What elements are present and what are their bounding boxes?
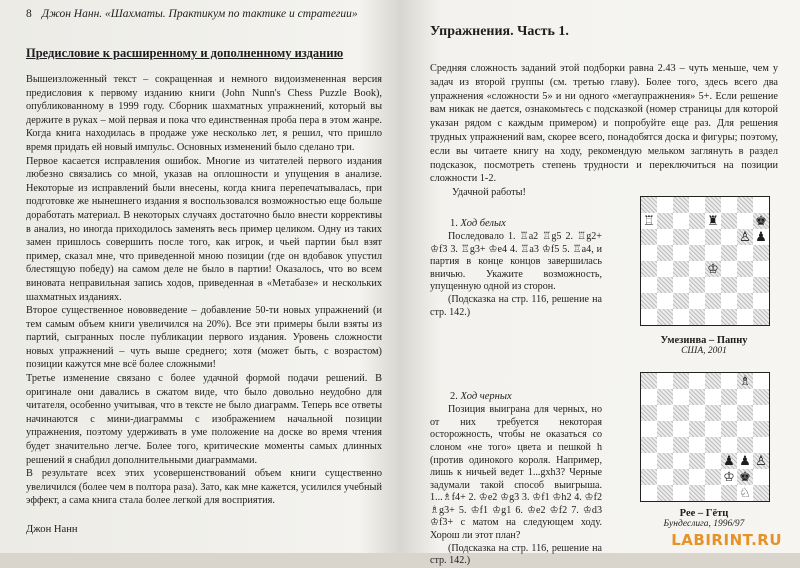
chess-piece: ♘ [739, 485, 751, 501]
board-square [641, 389, 657, 405]
board-square [705, 277, 721, 293]
board-square [641, 485, 657, 501]
board-square [721, 405, 737, 421]
board-square [721, 437, 737, 453]
board-square [689, 389, 705, 405]
board-square [753, 309, 769, 325]
board-square [641, 421, 657, 437]
diagram-1-source: США, 2001 [681, 346, 727, 356]
board-square [737, 309, 753, 325]
board-square [657, 229, 673, 245]
board-square [737, 277, 753, 293]
board-square [657, 421, 673, 437]
chess-piece: ♚ [755, 213, 767, 229]
board-square [721, 293, 737, 309]
board-square [705, 293, 721, 309]
board-square [657, 373, 673, 389]
chess-piece: ♚ [739, 469, 751, 485]
board-square [753, 405, 769, 421]
board-square [673, 197, 689, 213]
board-square [705, 373, 721, 389]
board-square [641, 277, 657, 293]
exercise-1-hint: (Подсказка на стр. 116, решение на стр. 142.) [430, 293, 602, 318]
diagram-2-players: Рее – Гётц [679, 508, 729, 519]
exercises-title: Упражнения. Часть 1. [430, 24, 569, 39]
diagram-1-players: Умезинва – Папну [660, 335, 748, 346]
board-square [673, 229, 689, 245]
board-square [689, 245, 705, 261]
board-square [673, 437, 689, 453]
chess-diagram-2 [640, 372, 770, 502]
board-square [657, 485, 673, 501]
board-square [673, 405, 689, 421]
chess-piece: ♟ [723, 453, 735, 469]
board-square [753, 453, 769, 469]
diagram-2-caption [634, 508, 774, 529]
board-square [641, 405, 657, 421]
board-square [737, 245, 753, 261]
board-square [721, 245, 737, 261]
board-square [705, 437, 721, 453]
board-square [737, 421, 753, 437]
board-square [673, 213, 689, 229]
preface-paragraph: В результате всех этих усовершенствований объем книги существенно увеличился (более чем в полтора раза). Зато, как мне кажется, усилился учебный эффект, а сама книга стала более легкой для восприятия. [26, 468, 382, 507]
chess-piece: ♜ [707, 213, 719, 229]
board-square [689, 277, 705, 293]
board-square [657, 453, 673, 469]
board-square [721, 485, 737, 501]
exercise-number: 1. [450, 217, 458, 229]
board-square [753, 373, 769, 389]
board-square [737, 229, 753, 245]
board-square [641, 453, 657, 469]
board-square [657, 245, 673, 261]
board-square [705, 485, 721, 501]
exercise-number: 2. [450, 391, 458, 403]
board-square [673, 309, 689, 325]
chess-piece: ♙ [755, 453, 767, 469]
board-square [689, 213, 705, 229]
board-square [673, 453, 689, 469]
board-square [705, 405, 721, 421]
exercises-intro: Средняя сложность заданий этой подборки равна 2.43 – чуть меньше, чем у задач из второй группы (см. третью главу). Более того, здесь всего два упражнения «сложности 5» и ни одного «мегаупражнения» 5+. Если решение вам никак не дается, ознакомьтесь с подсказкой (номер страницы для которой указан рядом с каждым примером) и попробуйте еще раз. Для решения трудных упражнений вам, скорее всего, понадобятся доска и фигуры; поэтому, если вы читаете книгу на ходу, рекомендую мельком заглянуть в раздел подсказок, посмотреть степень трудности и переключиться на позиции сложности 1-2. [430, 63, 778, 185]
board-square [641, 197, 657, 213]
board-square [689, 485, 705, 501]
board-square [689, 421, 705, 437]
board-square [737, 197, 753, 213]
board-square [673, 373, 689, 389]
board-square [721, 421, 737, 437]
exercise-2-text: Позиция выиграна для черных, но от них требуется некоторая осторожность, чтобы не оказаться со слоном «не того» цвета и пешкой h (против одинокого короля. Например, лишь к ничьей ведет 1...gxh3? Черные задумали такой способ выигрыша. 1...♗f4+ 2. ♔e2 ♔g3 3. ♔f1 ♔h2 4. ♔f2 ♗g3+ 5. ♔f1 ♔g1 6. ♔e2 ♔f2 7. ♔d3 ♔f3+ с матом на следующем ходу. Хорош ли этот план? [430, 404, 602, 542]
board-square [737, 469, 753, 485]
board-square [753, 485, 769, 501]
board-square [753, 437, 769, 453]
board-square [657, 293, 673, 309]
right-page [400, 0, 800, 567]
board-square [657, 277, 673, 293]
board-square [705, 453, 721, 469]
chess-piece: ♟ [739, 453, 751, 469]
board-square [657, 261, 673, 277]
board-square [721, 453, 737, 469]
board-square [641, 261, 657, 277]
board-square [641, 229, 657, 245]
board-square [657, 197, 673, 213]
board-square [737, 437, 753, 453]
board-square [673, 293, 689, 309]
board-square [721, 261, 737, 277]
board-square [721, 309, 737, 325]
board-square [705, 245, 721, 261]
board-square [753, 245, 769, 261]
diagram-2-source: Бундеслига, 1996/97 [663, 519, 745, 529]
chess-piece: ♙ [739, 229, 751, 245]
board-square [673, 421, 689, 437]
board-square [705, 229, 721, 245]
exercise-side-to-move: Ход белых [460, 217, 506, 229]
chess-piece: ♖ [643, 213, 655, 229]
preface-paragraph: Третье изменение связано с более удачной формой подачи решений. В оригинале они давались в сжатом виде, что было довольно неудобно для читателя, особенно учитывая, что в тексте не было диаграмм. Теперь все ответы начинаются с мини-диаграммы с изображением начальной позиции упражнения, поэтому удерживать в уме положение на доске во время чтения будет значительно легче. Более того, критические моменты самых длинных решений я снабдил дополнительными диаграммами. [26, 373, 382, 466]
board-square [737, 485, 753, 501]
board-square [753, 293, 769, 309]
board-square [705, 469, 721, 485]
board-square [641, 293, 657, 309]
board-square [721, 197, 737, 213]
exercise-1-text: Последовало 1. ♖a2 ♖g5 2. ♖g2+ ♔f3 3. ♖g3+ ♔e4 4. ♖a3 ♔f5 5. ♖a4, и партия в конце концов завершилась вничью. Укажите возможность, упущенную одной из сторон. [430, 230, 602, 293]
board-square [737, 213, 753, 229]
board-square [673, 245, 689, 261]
board-square [689, 437, 705, 453]
board-square [753, 261, 769, 277]
board-square [673, 277, 689, 293]
board-square [737, 293, 753, 309]
board-square [641, 309, 657, 325]
board-square [689, 293, 705, 309]
board-square [705, 213, 721, 229]
board-square [721, 469, 737, 485]
board-square [657, 469, 673, 485]
board-square [641, 245, 657, 261]
chess-piece: ♔ [707, 261, 719, 277]
board-square [705, 309, 721, 325]
board-square [753, 421, 769, 437]
board-square [689, 373, 705, 389]
board-square [641, 213, 657, 229]
chess-diagram-1 [640, 196, 770, 326]
board-square [721, 373, 737, 389]
good-luck-text: Удачной работы! [452, 187, 526, 199]
board-square [705, 421, 721, 437]
preface-paragraph: Первое касается исправления ошибок. Многие из читателей первого издания любезно связались со мной, указав на оплошности и упущения в анализе. Некоторые из исправлений были внесены, когда книга перепечатывалась, при подготовке же нынешнего издания я воспользовался возможностью еще больше доработать материал. В некоторых случаях достаточно было внести коррективы в анализ, но иногда приходилось заменять весь пример целиком. Одну из таких замен пришлось совершить после того, как игрок, и чьей партии был взят пример, сказал мне, что приведенной мною позиции (где он вдобавок упустил блестящую победу) на самом деле не было в партии! Оказалось, что во всем виновата неправильная запись ходов, приведенная в «Метабазе» и нескольких шахматных изданиях. [26, 155, 382, 303]
board-square [673, 261, 689, 277]
board-square [689, 309, 705, 325]
watermark-logo: LABIRINT.RU [671, 531, 782, 549]
board-square [657, 309, 673, 325]
preface-paragraph: Второе существенное нововведение – добавление 50-ти новых упражнений (и тем самым объем книги увеличился на 20%). Все эти примеры были взяты из партий, сыгранных после публикации первого издания. Уровень сложности новых упражнений – чуть выше среднего; хотя (может быть, с возрастом) позиции кажутся мне всё более сложными! [26, 305, 382, 371]
board-square [641, 437, 657, 453]
page-number: 8 [26, 8, 32, 20]
chess-piece: ♔ [723, 469, 735, 485]
author-signature: Джон Нанн [26, 524, 78, 535]
board-square [673, 389, 689, 405]
board-square [641, 469, 657, 485]
board-square [673, 485, 689, 501]
board-square [657, 213, 673, 229]
board-square [737, 373, 753, 389]
board-square [657, 405, 673, 421]
board-square [689, 261, 705, 277]
board-square [721, 389, 737, 405]
board-square [689, 197, 705, 213]
board-square [689, 453, 705, 469]
board-square [721, 213, 737, 229]
board-square [753, 389, 769, 405]
preface-title: Предисловие к расширенному и дополненному изданию [26, 46, 344, 60]
board-square [705, 197, 721, 213]
board-square [689, 229, 705, 245]
preface-body [26, 73, 382, 508]
running-header [26, 8, 382, 20]
board-square [705, 261, 721, 277]
board-square [721, 229, 737, 245]
preface-paragraph: Вышеизложенный текст – сокращенная и немного видоизмененная версия предисловия к первому изданию книги (John Nunn's Chess Puzzle Book), опубликованному в 1999 году. Сборник шахматных упражнений, который вы держите в руках – мой первая и пока что единственная проба пера в этом жанре. Когда книга находилась в продаже уже несколько лет, я решил, что пришло время придать ей новый импульс. Основных изменений было сделано три. [26, 74, 382, 153]
exercise-2-hint: (Подсказка на стр. 116, решение на стр. 142.) [430, 542, 602, 567]
board-square [657, 437, 673, 453]
board-square [641, 373, 657, 389]
board-square [737, 389, 753, 405]
board-square [753, 197, 769, 213]
board-square [753, 229, 769, 245]
board-square [753, 277, 769, 293]
board-square [673, 469, 689, 485]
board-square [705, 389, 721, 405]
board-square [689, 469, 705, 485]
board-square [657, 389, 673, 405]
board-square [689, 405, 705, 421]
running-header-text: Джон Нанн. «Шахматы. Практикум по тактике и стратегии» [41, 8, 358, 20]
left-page [0, 0, 400, 553]
board-square [753, 213, 769, 229]
chess-piece: ♗ [739, 373, 751, 389]
board-square [737, 453, 753, 469]
board-square [753, 469, 769, 485]
board-square [721, 277, 737, 293]
chess-piece: ♟ [755, 229, 767, 245]
board-square [737, 405, 753, 421]
exercise-side-to-move: Ход черных [460, 391, 512, 403]
board-square [737, 261, 753, 277]
diagram-1-caption [634, 335, 774, 356]
